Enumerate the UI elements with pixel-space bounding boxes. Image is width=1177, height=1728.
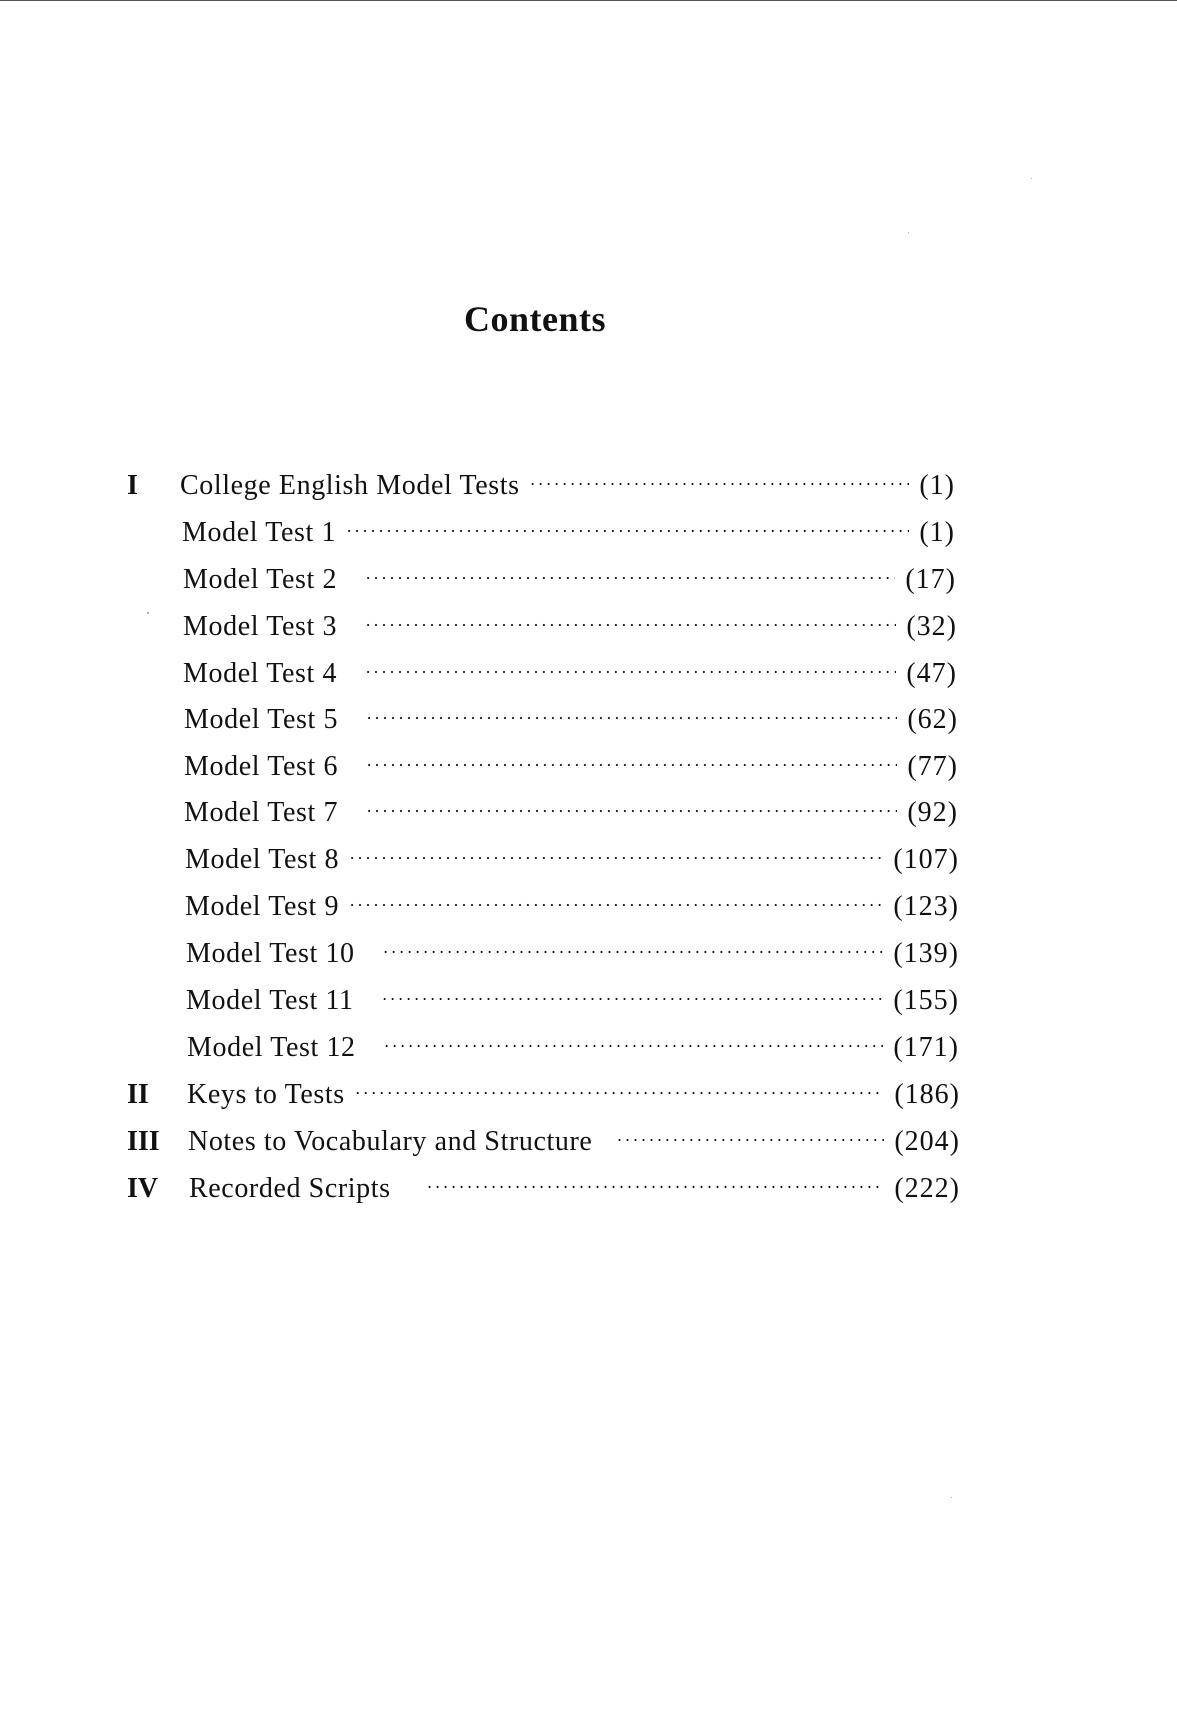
toc-row (187, 1028, 959, 1068)
toc-entry-label: Model Test 9 (185, 891, 340, 922)
toc-page-number: (123) (893, 891, 959, 922)
toc-entry-label: Model Test 8 (185, 844, 340, 875)
toc-page-number: (186) (894, 1079, 960, 1110)
toc-row (185, 840, 959, 880)
toc-row (183, 654, 957, 694)
dot-leader (349, 838, 883, 878)
toc-row (184, 700, 958, 740)
toc-entry-label: Model Test 1 (182, 517, 337, 548)
toc-entry-label: Model Test 2 (183, 564, 338, 595)
toc-page-number: (77) (907, 751, 958, 782)
dot-leader (365, 652, 896, 692)
dot-leader (382, 979, 884, 1019)
toc-entry-label: Recorded Scripts (189, 1173, 391, 1204)
toc-row (187, 1075, 960, 1115)
section-numeral: IV (127, 1173, 159, 1204)
toc-row (182, 513, 955, 553)
toc-entry-label: Model Test 6 (184, 751, 339, 782)
toc-entry-label: Model Test 7 (184, 797, 339, 828)
scan-speck (908, 232, 909, 233)
toc-row (185, 887, 959, 927)
scan-speck (1031, 178, 1032, 179)
toc-page-number: (47) (906, 658, 957, 689)
dot-leader (530, 464, 910, 504)
dot-leader (349, 885, 883, 925)
dot-leader (383, 932, 884, 972)
toc-page-number: (139) (893, 938, 959, 969)
scan-speck (147, 612, 149, 614)
toc-page-number: (155) (893, 985, 959, 1016)
dot-leader (427, 1167, 885, 1207)
toc-row (186, 934, 959, 974)
toc-page-number: (171) (893, 1032, 959, 1063)
toc-page-number: (107) (893, 844, 959, 875)
toc-entry-label: Model Test 11 (186, 985, 354, 1016)
toc-row (184, 793, 958, 833)
toc-row (184, 747, 958, 787)
dot-leader (616, 1120, 884, 1160)
toc-row (186, 981, 959, 1021)
toc-row (183, 560, 956, 600)
dot-leader (346, 511, 909, 551)
dot-leader (366, 745, 897, 785)
toc-page-number: (32) (906, 611, 957, 642)
toc-entry-label: Model Test 5 (184, 704, 339, 735)
dot-leader (366, 791, 897, 831)
toc-page-number: (92) (907, 797, 958, 828)
section-numeral: III (127, 1126, 160, 1157)
dot-leader (365, 558, 895, 598)
toc-entry-label: Notes to Vocabulary and Structure (188, 1126, 593, 1157)
toc-row (183, 607, 957, 647)
section-numeral: II (127, 1079, 149, 1110)
page-title: Contents (463, 299, 606, 339)
toc-page-number: (62) (907, 704, 958, 735)
toc-row (180, 466, 955, 506)
toc-page-number: (1) (919, 517, 955, 548)
dot-leader (365, 605, 896, 645)
toc-row (189, 1169, 960, 1209)
dot-leader (384, 1026, 884, 1066)
toc-entry-label: Model Test 4 (183, 658, 338, 689)
toc-entry-label: College English Model Tests (180, 470, 520, 501)
toc-entry-label: Model Test 10 (186, 938, 355, 969)
dot-leader (355, 1073, 885, 1113)
toc-row (188, 1122, 960, 1162)
scan-speck (951, 1497, 952, 1498)
toc-page-number: (204) (894, 1126, 960, 1157)
section-numeral: I (127, 470, 138, 501)
toc-entry-label: Model Test 12 (187, 1032, 356, 1063)
toc-page-number: (1) (919, 470, 955, 501)
toc-entry-label: Keys to Tests (187, 1079, 345, 1110)
toc-page-number: (17) (905, 564, 956, 595)
toc-entry-label: Model Test 3 (183, 611, 338, 642)
dot-leader (366, 698, 897, 738)
toc-page-number: (222) (894, 1173, 960, 1204)
